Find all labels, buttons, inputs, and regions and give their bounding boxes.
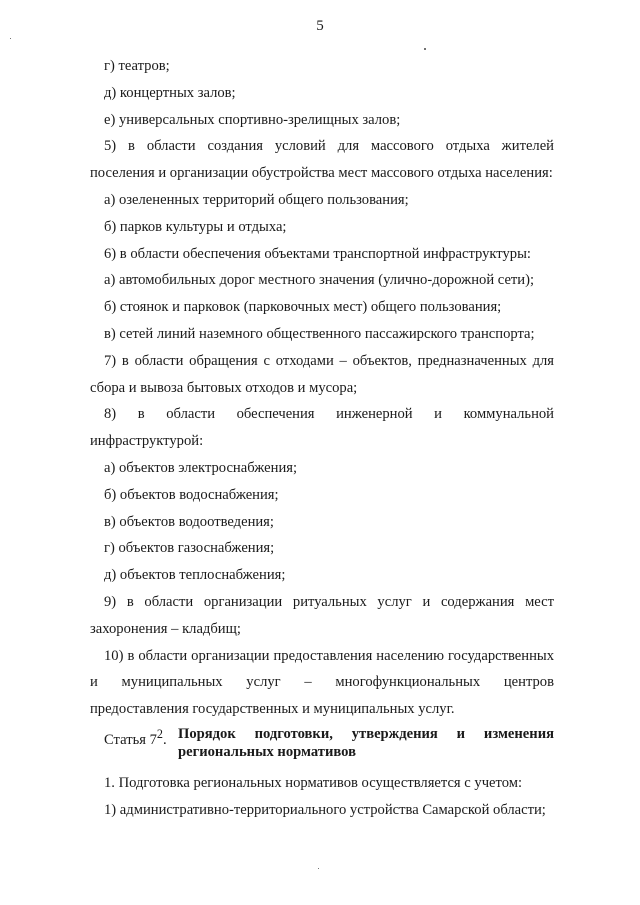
document-body xyxy=(90,53,554,824)
list-item: д) объектов теплоснабжения; xyxy=(104,567,286,584)
list-item: в) объектов водоотведения; xyxy=(104,513,274,530)
list-item: г) театров; xyxy=(104,58,170,74)
paragraph-section-5: 5) в области создания условий для массового отдыха жителей поселения и организации обустройства мест массового отдыха населения: xyxy=(90,138,554,182)
list-item: а) автомобильных дорог местного значения (улично-дорожной сети); xyxy=(104,272,535,289)
page-number: 5 xyxy=(316,18,324,34)
paragraph-section-7: 7) в области обращения с отходами – объектов, предназначенных для сбора и вывоза бытовых отходов и мусора; xyxy=(90,352,554,396)
list-item: е) универсальных спортивно-зрелищных залов; xyxy=(104,111,401,128)
paragraph-section-6: 6) в области обеспечения объектами транспортной инфраструктуры: xyxy=(104,245,531,262)
list-item: а) объектов электроснабжения; xyxy=(104,459,298,476)
list-item: б) объектов водоснабжения; xyxy=(104,486,279,503)
list-item: б) парков культуры и отдыха; xyxy=(104,218,287,235)
list-item: г) объектов газоснабжения; xyxy=(104,540,275,557)
list-item: д) концертных залов; xyxy=(104,84,236,101)
article-superscript: 2 xyxy=(156,726,163,741)
scan-speck xyxy=(318,868,319,869)
paragraph-clause-1: 1. Подготовка региональных нормативов осуществляется с учетом: xyxy=(104,774,523,791)
paragraph-section-9: 9) в области организации ритуальных услуг и содержания мест захоронения – кладбищ; xyxy=(90,593,554,637)
article-title: Порядок подготовки, утверждения и изменения региональных нормативов xyxy=(178,725,554,760)
article-label: Статья $7^2$. xyxy=(104,726,167,748)
list-item: в) сетей линий наземного общественного пассажирского транспорта; xyxy=(104,325,535,342)
list-item: 1) административно-территориального устройства Самарской области; xyxy=(104,801,546,818)
list-item: а) озелененных территорий общего пользования; xyxy=(104,191,409,208)
paragraph-section-8: 8) в области обеспечения инженерной и коммунальной инфраструктурой: xyxy=(90,406,554,450)
article-heading xyxy=(90,725,554,761)
list-item: б) стоянок и парковок (парковочных мест) общего пользования; xyxy=(104,299,502,316)
paragraph-section-10: 10) в области организации предоставления населению государственных и муниципальных услуг – многофункциональных центров предоставления государственных и муниципальных услуг. xyxy=(90,647,554,718)
scan-speck xyxy=(10,38,11,39)
scan-speck xyxy=(424,48,426,50)
